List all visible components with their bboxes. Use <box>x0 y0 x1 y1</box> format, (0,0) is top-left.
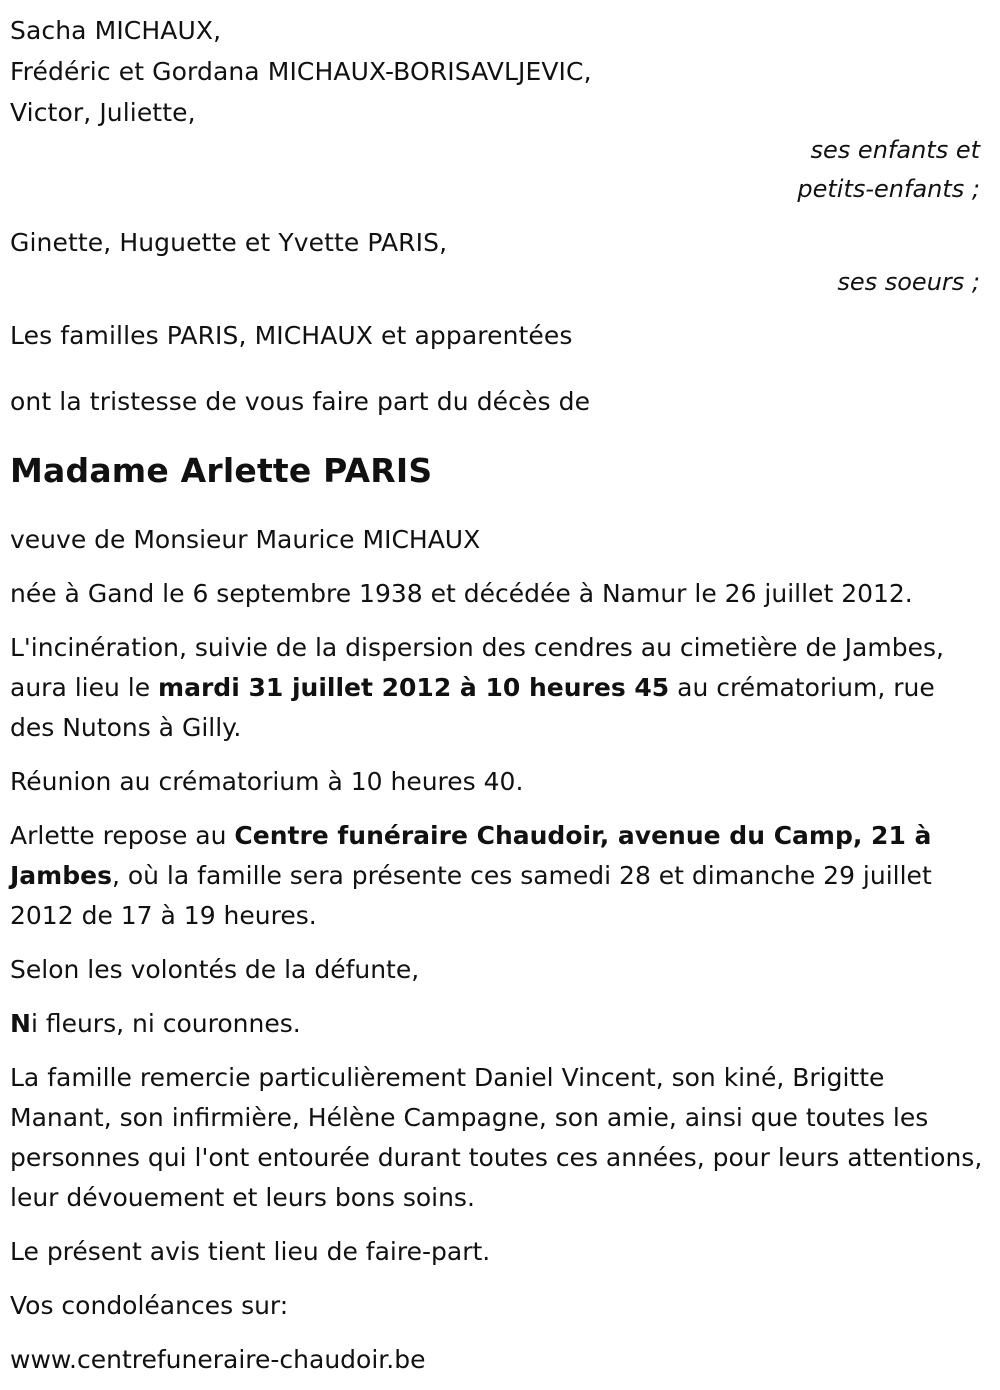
condolences-label: Vos condoléances sur: <box>10 1291 289 1320</box>
spacer <box>10 209 986 223</box>
spacer <box>10 990 986 1004</box>
family-names-block <box>10 10 986 133</box>
spacer <box>10 1218 986 1232</box>
relation-children-line2: petits-enfants ; <box>797 175 980 203</box>
cremation-text-part1: L'incinération, suivie de la dispersion des cendres au cimetière de Jambes, aura lieu le <box>10 633 944 702</box>
spacer <box>10 802 986 816</box>
spacer <box>10 494 986 520</box>
spacer <box>10 302 986 316</box>
relation-children-line1: ses enfants et <box>810 136 980 164</box>
cremation-text-part2: au crématorium, rue des Nutons à Gilly. <box>10 673 935 742</box>
spacer <box>10 1326 986 1340</box>
spacer <box>10 748 986 762</box>
spacer <box>10 614 986 628</box>
spacer <box>10 422 986 448</box>
cremation-paragraph <box>10 628 986 748</box>
no-flowers-initial: N <box>10 1009 31 1038</box>
relation-children-group <box>10 131 986 209</box>
repose-text-part2: , où la famille sera présente ces samedi 28 et dimanche 29 juillet 2012 de 17 à 19 heures. <box>10 861 932 930</box>
spacer <box>10 1272 986 1286</box>
announcement-line: ont la tristesse de vous faire part du décès de <box>10 387 591 416</box>
spacer <box>10 936 986 950</box>
repose-paragraph <box>10 816 986 936</box>
cremation-datetime: mardi 31 juillet 2012 à 10 heures 45 <box>158 673 670 702</box>
no-flowers-line <box>10 1004 986 1044</box>
spacer <box>10 1044 986 1058</box>
deceased-name: Madame Arlette PARIS <box>10 451 433 490</box>
wishes-line: Selon les volontés de la défunte, <box>10 955 420 984</box>
families-line: Les familles PARIS, MICHAUX et apparentées <box>10 321 573 350</box>
thanks-paragraph: La famille remercie particulièrement Daniel Vincent, son kiné, Brigitte Manant, son infirmière, Hélène Campagne, son amie, ainsi que toutes les personnes qui l'ont entourée durant toutes ces années, pour leurs attentions, leur dévouement et leurs bons soins. <box>10 1063 983 1212</box>
family-name-line: Sacha MICHAUX, <box>10 16 222 45</box>
condolences-website-link[interactable]: www.centrefuneraire-chaudoir.be <box>10 1345 426 1374</box>
spacer <box>10 356 986 382</box>
relation-sisters-line: ses soeurs ; <box>837 268 980 296</box>
spouse-line: veuve de Monsieur Maurice MICHAUX <box>10 525 481 554</box>
faire-part-line: Le présent avis tient lieu de faire-part. <box>10 1237 491 1266</box>
funeral-center-address: Centre funéraire Chaudoir, avenue du Camp, 21 à Jambes <box>10 821 932 890</box>
family-name-line: Frédéric et Gordana MICHAUX-BORISAVLJEVIC, <box>10 57 592 86</box>
family-name-line: Victor, Juliette, <box>10 98 196 127</box>
no-flowers-rest: i fleurs, ni couronnes. <box>30 1009 301 1038</box>
meeting-line: Réunion au crématorium à 10 heures 40. <box>10 767 524 796</box>
sisters-line: Ginette, Huguette et Yvette PARIS, <box>10 228 448 257</box>
repose-text-part1: Arlette repose au <box>10 821 235 850</box>
spacer <box>10 560 986 574</box>
birth-death-line: née à Gand le 6 septembre 1938 et décédée à Namur le 26 juillet 2012. <box>10 579 913 608</box>
